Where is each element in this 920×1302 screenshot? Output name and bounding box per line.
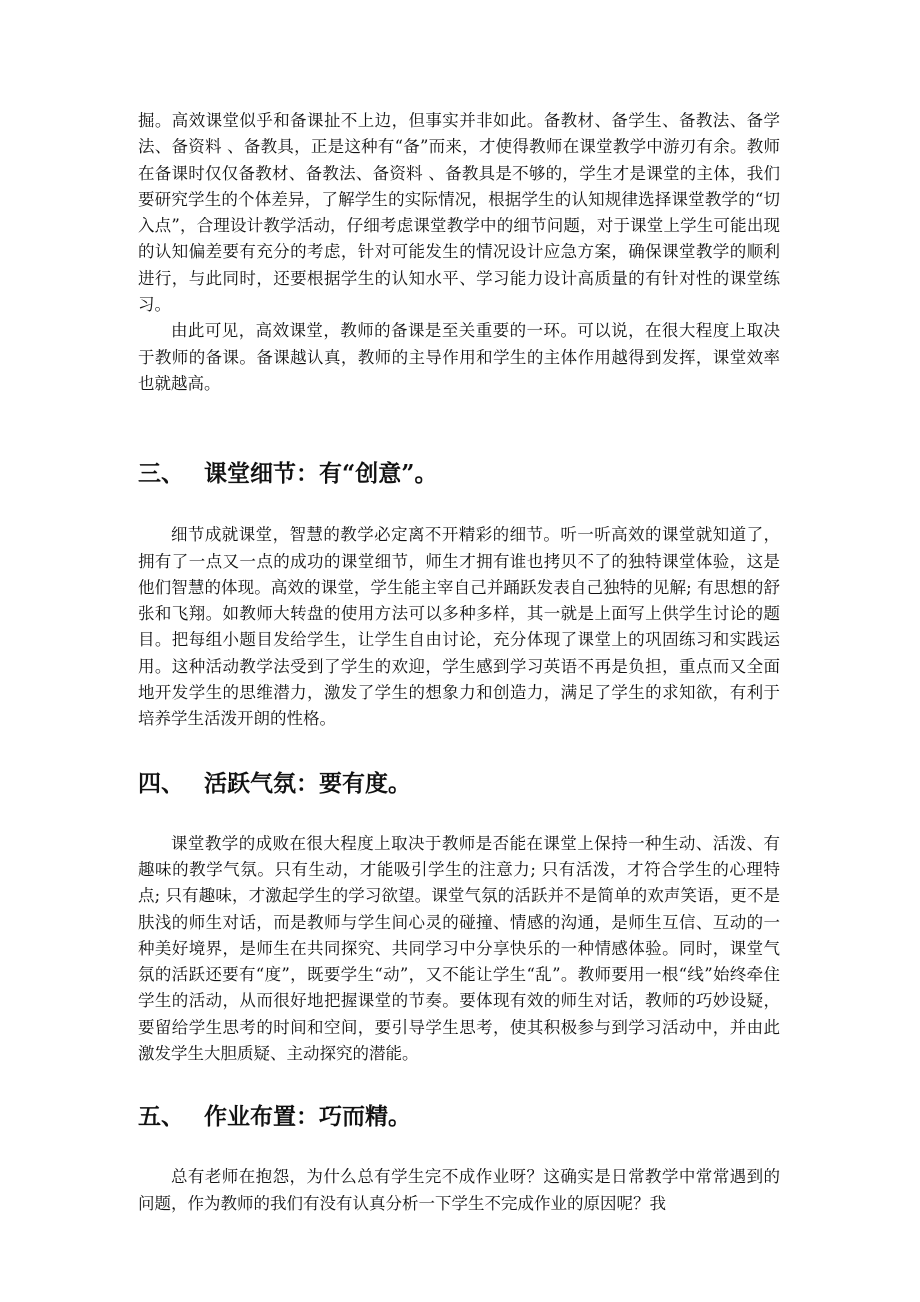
body-paragraph: 掘。高效课堂似乎和备课扯不上边，但事实并非如此。备教材、备学生、备教法、备学法、备资料 、备教具，正是这种有“备”而来，才使得教师在课堂教学中游刃有余。教师在备课时仅仅备教材、备教法、备资料 、备教具是不够的，学生才是课堂的主体，我们要研究学生的个体差异，了解学生的实际情况，根据学生的认知规律选择课堂教学的“切入点”，合理设计教学活动，仔细考虑课堂教学中的细节问题，对于课堂上学生可能出现的认知偏差要有充分的考虑，针对可能发生的情况设计应急方案，确保课堂教学的顺利进行，与此同时，还要根据学生的认知水平、学习能力设计高质量的有针对性的课堂练习。: [138, 111, 780, 315]
body-paragraph: 总有老师在抱怨，为什么总有学生完不成作业呀？这确实是日常教学中常常遇到的问题，作为教师的我们有没有认真分析一下学生不完成作业的原因呢？我: [138, 1167, 780, 1213]
body-paragraph: 细节成就课堂，智慧的教学必定离不开精彩的细节。听一听高效的课堂就知道了，拥有了一点又一点的成功的课堂细节，师生才拥有谁也拷贝不了的独特课堂体验，这是他们智慧的体现。高效的课堂，学生能主宰自己并踊跃发表自己独特的见解; 有思想的舒张和飞翔。如教师大转盘的使用方法可以多种多样，其一就是上面写上供学生讨论的题目。把每组小题目发给学生，让学生自由讨论，充分体现了课堂上的巩固练习和实践运用。这种活动教学法受到了学生的欢迎，学生感到学习英语不再是负担，重点而又全面地开发学生的思维潜力，激发了学生的想象力和创造力，满足了学生的求知欲，有利于培养学生活泼开朗的性格。: [138, 525, 780, 729]
section-title: 课堂细节：有“创意”。: [204, 460, 438, 488]
section-title: 活跃气氛：要有度。: [204, 769, 411, 797]
body-paragraph: 课堂教学的成败在很大程度上取决于教师是否能在课堂上保持一种生动、活泼、有趣味的教学气氛。只有生动，才能吸引学生的注意力; 只有活泼，才符合学生的心理特点; 只有趣味，才激起学生的学习欲望。课堂气氛的活跃并不是简单的欢声笑语，更不是肤浅的师生对话，而是教师与学生间心灵的碰撞、情感的沟通，是师生互信、互动的一种美好境界，是师生在共同探究、共同学习中分享快乐的一种情感体验。同时，课堂气氛的活跃还要有“度”，既要学生“动”，又不能让学生“乱”。教师要用一根“线”始终牵住学生的活动，从而很好地把握课堂的节奏。要体现有效的师生对话，教师的巧妙设疑，要留给学生思考的时间和空间，要引导学生思考，使其积极参与到学习活动中，并由此激发学生大胆质疑、主动探究的潜能。: [138, 833, 780, 1064]
body-paragraph: 由此可见，高效课堂，教师的备课是至关重要的一环。可以说，在很大程度上取决于教师的备课。备课越认真，教师的主导作用和学生的主体作用越得到发挥，课堂效率也就越高。: [138, 321, 780, 393]
section-number: 四、: [138, 769, 184, 797]
section-number: 五、: [138, 1103, 184, 1131]
section-heading: [138, 459, 780, 489]
section-number: 三、: [138, 460, 184, 488]
section-title: 作业布置：巧而精。: [204, 1103, 411, 1131]
section-heading: [138, 769, 780, 799]
section-heading: [138, 1102, 780, 1132]
document-page: [138, 108, 780, 1217]
